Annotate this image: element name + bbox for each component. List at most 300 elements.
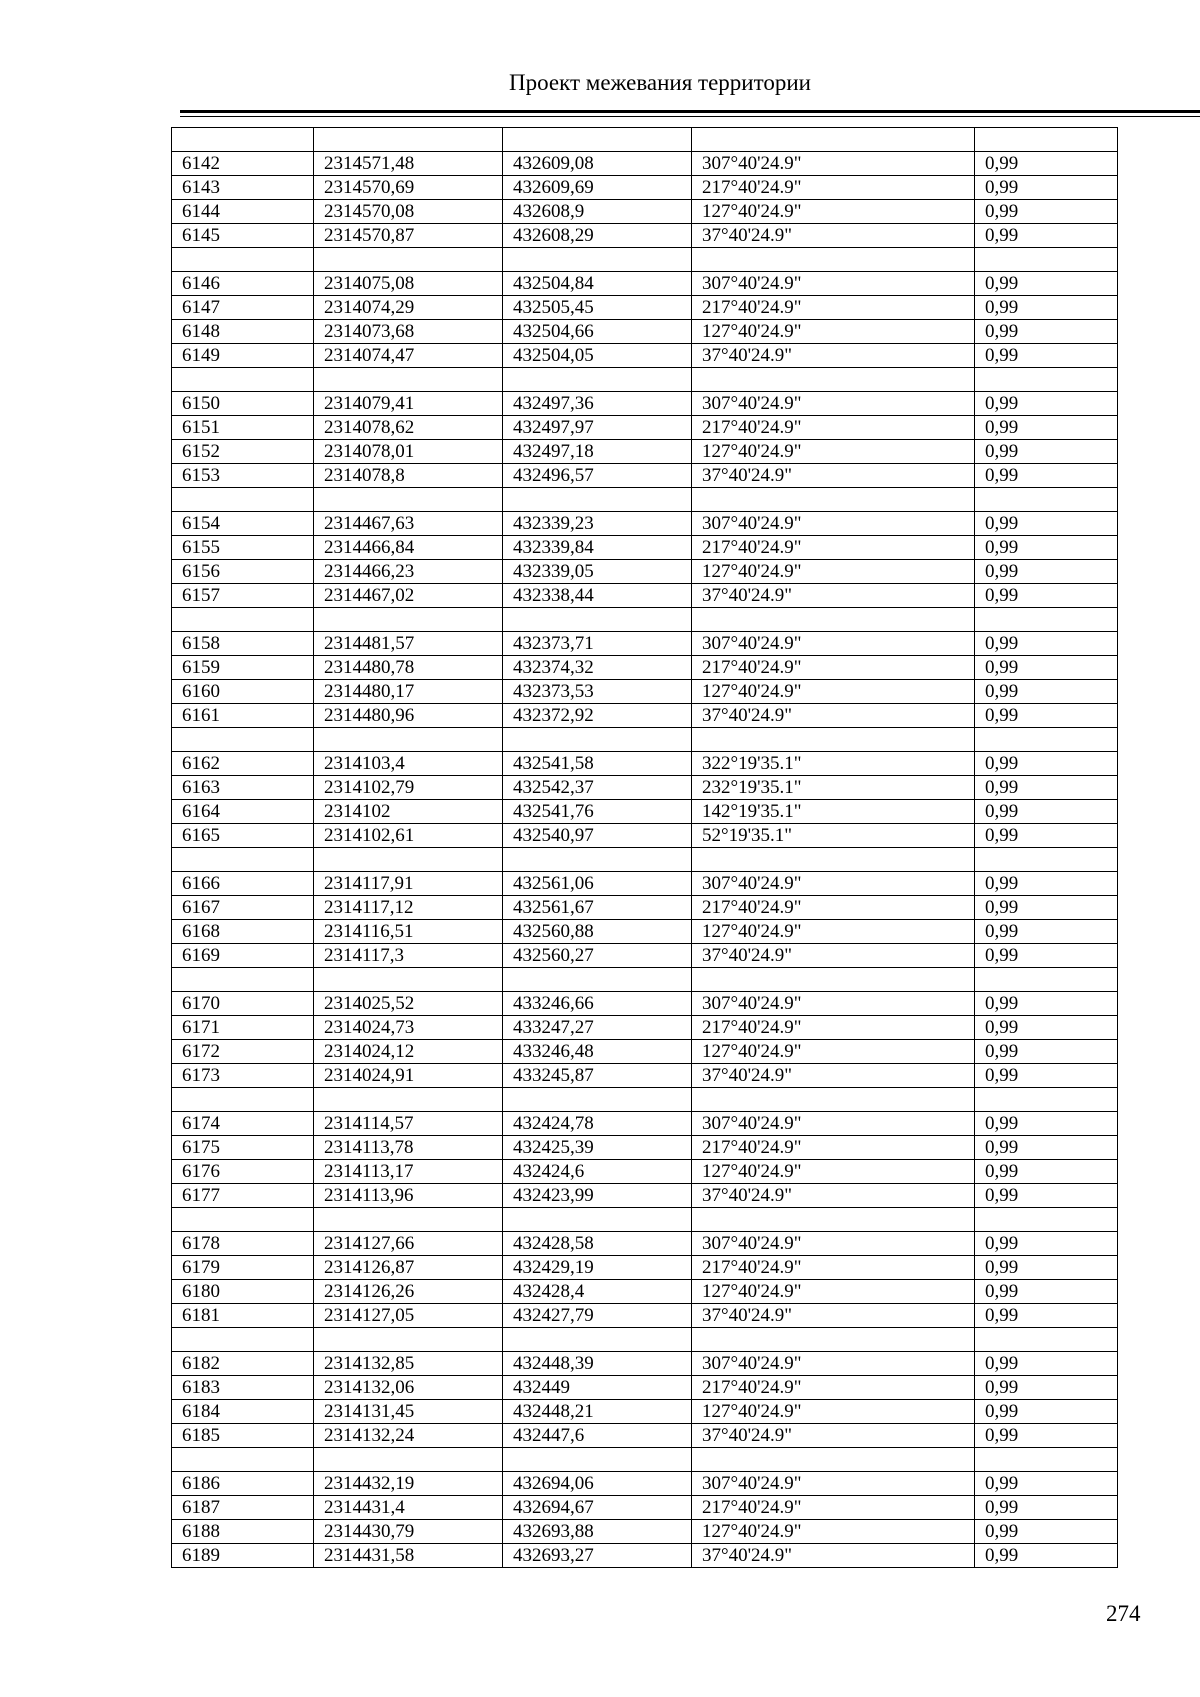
x-coordinate-cell: 2314117,91 (314, 872, 503, 896)
x-coordinate-cell: 2314132,85 (314, 1352, 503, 1376)
bearing-angle-cell: 37°40'24.9" (692, 704, 975, 728)
distance-cell: 0,99 (975, 1112, 1118, 1136)
empty-cell (975, 968, 1118, 992)
distance-cell: 0,99 (975, 1496, 1118, 1520)
y-coordinate-cell: 432693,27 (503, 1544, 692, 1568)
point-number-cell: 6162 (172, 752, 314, 776)
table-row (172, 392, 1118, 416)
table-row (172, 440, 1118, 464)
distance-cell: 0,99 (975, 320, 1118, 344)
bearing-angle-cell: 37°40'24.9" (692, 1544, 975, 1568)
group-separator-row (172, 1088, 1118, 1112)
empty-cell (503, 368, 692, 392)
x-coordinate-cell: 2314117,3 (314, 944, 503, 968)
x-coordinate-cell: 2314430,79 (314, 1520, 503, 1544)
empty-cell (314, 128, 503, 152)
empty-cell (314, 848, 503, 872)
bearing-angle-cell: 127°40'24.9" (692, 1520, 975, 1544)
distance-cell: 0,99 (975, 224, 1118, 248)
x-coordinate-cell: 2314131,45 (314, 1400, 503, 1424)
empty-cell (314, 248, 503, 272)
point-number-cell: 6157 (172, 584, 314, 608)
x-coordinate-cell: 2314466,23 (314, 560, 503, 584)
table-row (172, 872, 1118, 896)
table-row (172, 1040, 1118, 1064)
group-separator-row (172, 368, 1118, 392)
bearing-angle-cell: 37°40'24.9" (692, 1304, 975, 1328)
bearing-angle-cell: 127°40'24.9" (692, 1280, 975, 1304)
table-row (172, 1520, 1118, 1544)
point-number-cell: 6185 (172, 1424, 314, 1448)
point-number-cell: 6143 (172, 176, 314, 200)
empty-cell (975, 128, 1118, 152)
table-row (172, 1184, 1118, 1208)
distance-cell: 0,99 (975, 200, 1118, 224)
y-coordinate-cell: 432504,66 (503, 320, 692, 344)
point-number-cell: 6151 (172, 416, 314, 440)
bearing-angle-cell: 127°40'24.9" (692, 1160, 975, 1184)
coordinates-table (171, 127, 1118, 1568)
distance-cell: 0,99 (975, 872, 1118, 896)
point-number-cell: 6188 (172, 1520, 314, 1544)
empty-cell (314, 368, 503, 392)
y-coordinate-cell: 432372,92 (503, 704, 692, 728)
distance-cell: 0,99 (975, 512, 1118, 536)
empty-cell (975, 848, 1118, 872)
point-number-cell: 6169 (172, 944, 314, 968)
y-coordinate-cell: 432428,58 (503, 1232, 692, 1256)
empty-cell (172, 128, 314, 152)
y-coordinate-cell: 432694,06 (503, 1472, 692, 1496)
distance-cell: 0,99 (975, 1040, 1118, 1064)
distance-cell: 0,99 (975, 584, 1118, 608)
x-coordinate-cell: 2314467,02 (314, 584, 503, 608)
y-coordinate-cell: 432428,4 (503, 1280, 692, 1304)
empty-cell (172, 1208, 314, 1232)
table-row (172, 776, 1118, 800)
x-coordinate-cell: 2314078,8 (314, 464, 503, 488)
table-row (172, 1064, 1118, 1088)
bearing-angle-cell: 217°40'24.9" (692, 536, 975, 560)
bearing-angle-cell: 307°40'24.9" (692, 872, 975, 896)
y-coordinate-cell: 432540,97 (503, 824, 692, 848)
bearing-angle-cell: 217°40'24.9" (692, 1136, 975, 1160)
table-row (172, 272, 1118, 296)
point-number-cell: 6165 (172, 824, 314, 848)
y-coordinate-cell: 432429,19 (503, 1256, 692, 1280)
point-number-cell: 6154 (172, 512, 314, 536)
x-coordinate-cell: 2314075,08 (314, 272, 503, 296)
y-coordinate-cell: 432541,76 (503, 800, 692, 824)
empty-cell (314, 488, 503, 512)
table-row (172, 1256, 1118, 1280)
x-coordinate-cell: 2314481,57 (314, 632, 503, 656)
y-coordinate-cell: 432339,05 (503, 560, 692, 584)
table-row (172, 944, 1118, 968)
y-coordinate-cell: 432425,39 (503, 1136, 692, 1160)
empty-cell (172, 248, 314, 272)
x-coordinate-cell: 2314102,61 (314, 824, 503, 848)
bearing-angle-cell: 307°40'24.9" (692, 1472, 975, 1496)
point-number-cell: 6175 (172, 1136, 314, 1160)
table-row (172, 1376, 1118, 1400)
table-row (172, 1304, 1118, 1328)
y-coordinate-cell: 432693,88 (503, 1520, 692, 1544)
bearing-angle-cell: 307°40'24.9" (692, 512, 975, 536)
empty-cell (503, 848, 692, 872)
y-coordinate-cell: 432424,6 (503, 1160, 692, 1184)
empty-cell (692, 1208, 975, 1232)
distance-cell: 0,99 (975, 272, 1118, 296)
point-number-cell: 6147 (172, 296, 314, 320)
y-coordinate-cell: 432561,67 (503, 896, 692, 920)
distance-cell: 0,99 (975, 536, 1118, 560)
table-row (172, 1232, 1118, 1256)
table-row (172, 656, 1118, 680)
point-number-cell: 6186 (172, 1472, 314, 1496)
empty-cell (692, 1088, 975, 1112)
bearing-angle-cell: 52°19'35.1" (692, 824, 975, 848)
x-coordinate-cell: 2314073,68 (314, 320, 503, 344)
y-coordinate-cell: 432373,53 (503, 680, 692, 704)
y-coordinate-cell: 432608,9 (503, 200, 692, 224)
point-number-cell: 6173 (172, 1064, 314, 1088)
bearing-angle-cell: 307°40'24.9" (692, 992, 975, 1016)
distance-cell: 0,99 (975, 296, 1118, 320)
distance-cell: 0,99 (975, 560, 1118, 584)
point-number-cell: 6156 (172, 560, 314, 584)
x-coordinate-cell: 2314432,19 (314, 1472, 503, 1496)
empty-cell (692, 248, 975, 272)
point-number-cell: 6189 (172, 1544, 314, 1568)
x-coordinate-cell: 2314127,66 (314, 1232, 503, 1256)
bearing-angle-cell: 37°40'24.9" (692, 224, 975, 248)
empty-cell (975, 728, 1118, 752)
x-coordinate-cell: 2314079,41 (314, 392, 503, 416)
x-coordinate-cell: 2314431,58 (314, 1544, 503, 1568)
x-coordinate-cell: 2314127,05 (314, 1304, 503, 1328)
bearing-angle-cell: 307°40'24.9" (692, 1352, 975, 1376)
group-separator-row (172, 128, 1118, 152)
table-row (172, 920, 1118, 944)
y-coordinate-cell: 432496,57 (503, 464, 692, 488)
header-rule-thin (180, 116, 1200, 117)
bearing-angle-cell: 217°40'24.9" (692, 1496, 975, 1520)
y-coordinate-cell: 433246,66 (503, 992, 692, 1016)
page-title: Проект межевания территории (509, 70, 811, 95)
y-coordinate-cell: 432561,06 (503, 872, 692, 896)
table-row (172, 1496, 1118, 1520)
empty-cell (975, 1088, 1118, 1112)
y-coordinate-cell: 432542,37 (503, 776, 692, 800)
distance-cell: 0,99 (975, 776, 1118, 800)
table-row (172, 1352, 1118, 1376)
point-number-cell: 6145 (172, 224, 314, 248)
y-coordinate-cell: 433245,87 (503, 1064, 692, 1088)
group-separator-row (172, 848, 1118, 872)
bearing-angle-cell: 127°40'24.9" (692, 200, 975, 224)
table-row (172, 800, 1118, 824)
x-coordinate-cell: 2314103,4 (314, 752, 503, 776)
empty-cell (503, 1208, 692, 1232)
x-coordinate-cell: 2314024,12 (314, 1040, 503, 1064)
table-row (172, 1400, 1118, 1424)
y-coordinate-cell: 432609,69 (503, 176, 692, 200)
empty-cell (172, 368, 314, 392)
distance-cell: 0,99 (975, 1136, 1118, 1160)
empty-cell (975, 608, 1118, 632)
distance-cell: 0,99 (975, 392, 1118, 416)
point-number-cell: 6146 (172, 272, 314, 296)
bearing-angle-cell: 307°40'24.9" (692, 272, 975, 296)
table-row (172, 632, 1118, 656)
y-coordinate-cell: 432504,84 (503, 272, 692, 296)
table-row (172, 1280, 1118, 1304)
y-coordinate-cell: 432560,27 (503, 944, 692, 968)
distance-cell: 0,99 (975, 752, 1118, 776)
point-number-cell: 6172 (172, 1040, 314, 1064)
table-row (172, 1160, 1118, 1184)
point-number-cell: 6166 (172, 872, 314, 896)
empty-cell (172, 1448, 314, 1472)
table-row (172, 224, 1118, 248)
distance-cell: 0,99 (975, 1544, 1118, 1568)
distance-cell: 0,99 (975, 152, 1118, 176)
distance-cell: 0,99 (975, 1376, 1118, 1400)
group-separator-row (172, 1208, 1118, 1232)
distance-cell: 0,99 (975, 920, 1118, 944)
y-coordinate-cell: 432448,21 (503, 1400, 692, 1424)
point-number-cell: 6160 (172, 680, 314, 704)
empty-cell (503, 248, 692, 272)
y-coordinate-cell: 432541,58 (503, 752, 692, 776)
table-row (172, 296, 1118, 320)
bearing-angle-cell: 217°40'24.9" (692, 896, 975, 920)
x-coordinate-cell: 2314480,17 (314, 680, 503, 704)
point-number-cell: 6174 (172, 1112, 314, 1136)
point-number-cell: 6167 (172, 896, 314, 920)
table-row (172, 344, 1118, 368)
empty-cell (172, 1088, 314, 1112)
bearing-angle-cell: 37°40'24.9" (692, 944, 975, 968)
point-number-cell: 6171 (172, 1016, 314, 1040)
x-coordinate-cell: 2314114,57 (314, 1112, 503, 1136)
point-number-cell: 6163 (172, 776, 314, 800)
table-row (172, 896, 1118, 920)
empty-cell (503, 968, 692, 992)
distance-cell: 0,99 (975, 1400, 1118, 1424)
bearing-angle-cell: 217°40'24.9" (692, 1376, 975, 1400)
bearing-angle-cell: 307°40'24.9" (692, 1232, 975, 1256)
point-number-cell: 6183 (172, 1376, 314, 1400)
empty-cell (172, 848, 314, 872)
bearing-angle-cell: 322°19'35.1" (692, 752, 975, 776)
point-number-cell: 6144 (172, 200, 314, 224)
distance-cell: 0,99 (975, 440, 1118, 464)
table-row (172, 824, 1118, 848)
distance-cell: 0,99 (975, 704, 1118, 728)
bearing-angle-cell: 217°40'24.9" (692, 1016, 975, 1040)
distance-cell: 0,99 (975, 1160, 1118, 1184)
x-coordinate-cell: 2314113,17 (314, 1160, 503, 1184)
table-row (172, 464, 1118, 488)
x-coordinate-cell: 2314025,52 (314, 992, 503, 1016)
bearing-angle-cell: 37°40'24.9" (692, 464, 975, 488)
empty-cell (975, 1208, 1118, 1232)
y-coordinate-cell: 432609,08 (503, 152, 692, 176)
x-coordinate-cell: 2314480,78 (314, 656, 503, 680)
x-coordinate-cell: 2314466,84 (314, 536, 503, 560)
empty-cell (692, 608, 975, 632)
distance-cell: 0,99 (975, 800, 1118, 824)
y-coordinate-cell: 432497,36 (503, 392, 692, 416)
y-coordinate-cell: 433247,27 (503, 1016, 692, 1040)
bearing-angle-cell: 307°40'24.9" (692, 1112, 975, 1136)
bearing-angle-cell: 217°40'24.9" (692, 656, 975, 680)
bearing-angle-cell: 37°40'24.9" (692, 584, 975, 608)
empty-cell (975, 248, 1118, 272)
point-number-cell: 6159 (172, 656, 314, 680)
point-number-cell: 6176 (172, 1160, 314, 1184)
x-coordinate-cell: 2314074,29 (314, 296, 503, 320)
table-row (172, 152, 1118, 176)
distance-cell: 0,99 (975, 944, 1118, 968)
x-coordinate-cell: 2314113,78 (314, 1136, 503, 1160)
distance-cell: 0,99 (975, 464, 1118, 488)
point-number-cell: 6150 (172, 392, 314, 416)
table-row (172, 752, 1118, 776)
bearing-angle-cell: 232°19'35.1" (692, 776, 975, 800)
x-coordinate-cell: 2314570,69 (314, 176, 503, 200)
distance-cell: 0,99 (975, 1256, 1118, 1280)
x-coordinate-cell: 2314467,63 (314, 512, 503, 536)
x-coordinate-cell: 2314126,87 (314, 1256, 503, 1280)
empty-cell (503, 128, 692, 152)
group-separator-row (172, 1448, 1118, 1472)
distance-cell: 0,99 (975, 1232, 1118, 1256)
point-number-cell: 6170 (172, 992, 314, 1016)
distance-cell: 0,99 (975, 656, 1118, 680)
table-row (172, 560, 1118, 584)
distance-cell: 0,99 (975, 344, 1118, 368)
empty-cell (314, 1088, 503, 1112)
bearing-angle-cell: 127°40'24.9" (692, 1400, 975, 1424)
point-number-cell: 6142 (172, 152, 314, 176)
bearing-angle-cell: 217°40'24.9" (692, 1256, 975, 1280)
empty-cell (692, 1448, 975, 1472)
y-coordinate-cell: 432423,99 (503, 1184, 692, 1208)
distance-cell: 0,99 (975, 1184, 1118, 1208)
bearing-angle-cell: 37°40'24.9" (692, 1424, 975, 1448)
table-row (172, 512, 1118, 536)
empty-cell (314, 608, 503, 632)
empty-cell (503, 1088, 692, 1112)
distance-cell: 0,99 (975, 1280, 1118, 1304)
y-coordinate-cell: 432424,78 (503, 1112, 692, 1136)
empty-cell (314, 1208, 503, 1232)
empty-cell (975, 1328, 1118, 1352)
bearing-angle-cell: 307°40'24.9" (692, 632, 975, 656)
x-coordinate-cell: 2314024,91 (314, 1064, 503, 1088)
table-row (172, 1544, 1118, 1568)
y-coordinate-cell: 432497,97 (503, 416, 692, 440)
table-row (172, 1472, 1118, 1496)
bearing-angle-cell: 127°40'24.9" (692, 920, 975, 944)
distance-cell: 0,99 (975, 1472, 1118, 1496)
empty-cell (692, 848, 975, 872)
table-row (172, 1112, 1118, 1136)
y-coordinate-cell: 432339,84 (503, 536, 692, 560)
point-number-cell: 6178 (172, 1232, 314, 1256)
empty-cell (172, 608, 314, 632)
point-number-cell: 6153 (172, 464, 314, 488)
group-separator-row (172, 608, 1118, 632)
point-number-cell: 6168 (172, 920, 314, 944)
empty-cell (314, 1448, 503, 1472)
distance-cell: 0,99 (975, 680, 1118, 704)
x-coordinate-cell: 2314570,87 (314, 224, 503, 248)
empty-cell (975, 1448, 1118, 1472)
point-number-cell: 6148 (172, 320, 314, 344)
distance-cell: 0,99 (975, 1520, 1118, 1544)
empty-cell (503, 488, 692, 512)
point-number-cell: 6184 (172, 1400, 314, 1424)
y-coordinate-cell: 432449 (503, 1376, 692, 1400)
distance-cell: 0,99 (975, 1424, 1118, 1448)
page-number: 274 (1106, 1601, 1141, 1626)
empty-cell (172, 1328, 314, 1352)
empty-cell (692, 368, 975, 392)
x-coordinate-cell: 2314431,4 (314, 1496, 503, 1520)
bearing-angle-cell: 37°40'24.9" (692, 1184, 975, 1208)
point-number-cell: 6149 (172, 344, 314, 368)
empty-cell (692, 488, 975, 512)
table-row (172, 992, 1118, 1016)
distance-cell: 0,99 (975, 416, 1118, 440)
distance-cell: 0,99 (975, 632, 1118, 656)
y-coordinate-cell: 432338,44 (503, 584, 692, 608)
bearing-angle-cell: 127°40'24.9" (692, 1040, 975, 1064)
table-row (172, 176, 1118, 200)
y-coordinate-cell: 432373,71 (503, 632, 692, 656)
x-coordinate-cell: 2314132,24 (314, 1424, 503, 1448)
distance-cell: 0,99 (975, 1304, 1118, 1328)
distance-cell: 0,99 (975, 1016, 1118, 1040)
x-coordinate-cell: 2314570,08 (314, 200, 503, 224)
table-row (172, 536, 1118, 560)
empty-cell (314, 728, 503, 752)
x-coordinate-cell: 2314078,01 (314, 440, 503, 464)
x-coordinate-cell: 2314102 (314, 800, 503, 824)
empty-cell (692, 728, 975, 752)
empty-cell (503, 608, 692, 632)
distance-cell: 0,99 (975, 1352, 1118, 1376)
x-coordinate-cell: 2314571,48 (314, 152, 503, 176)
point-number-cell: 6152 (172, 440, 314, 464)
empty-cell (975, 488, 1118, 512)
header-rule-thick (180, 110, 1200, 113)
y-coordinate-cell: 432560,88 (503, 920, 692, 944)
y-coordinate-cell: 432504,05 (503, 344, 692, 368)
distance-cell: 0,99 (975, 896, 1118, 920)
empty-cell (503, 1448, 692, 1472)
bearing-angle-cell: 37°40'24.9" (692, 344, 975, 368)
x-coordinate-cell: 2314480,96 (314, 704, 503, 728)
bearing-angle-cell: 307°40'24.9" (692, 392, 975, 416)
bearing-angle-cell: 37°40'24.9" (692, 1064, 975, 1088)
table-row (172, 200, 1118, 224)
bearing-angle-cell: 127°40'24.9" (692, 680, 975, 704)
